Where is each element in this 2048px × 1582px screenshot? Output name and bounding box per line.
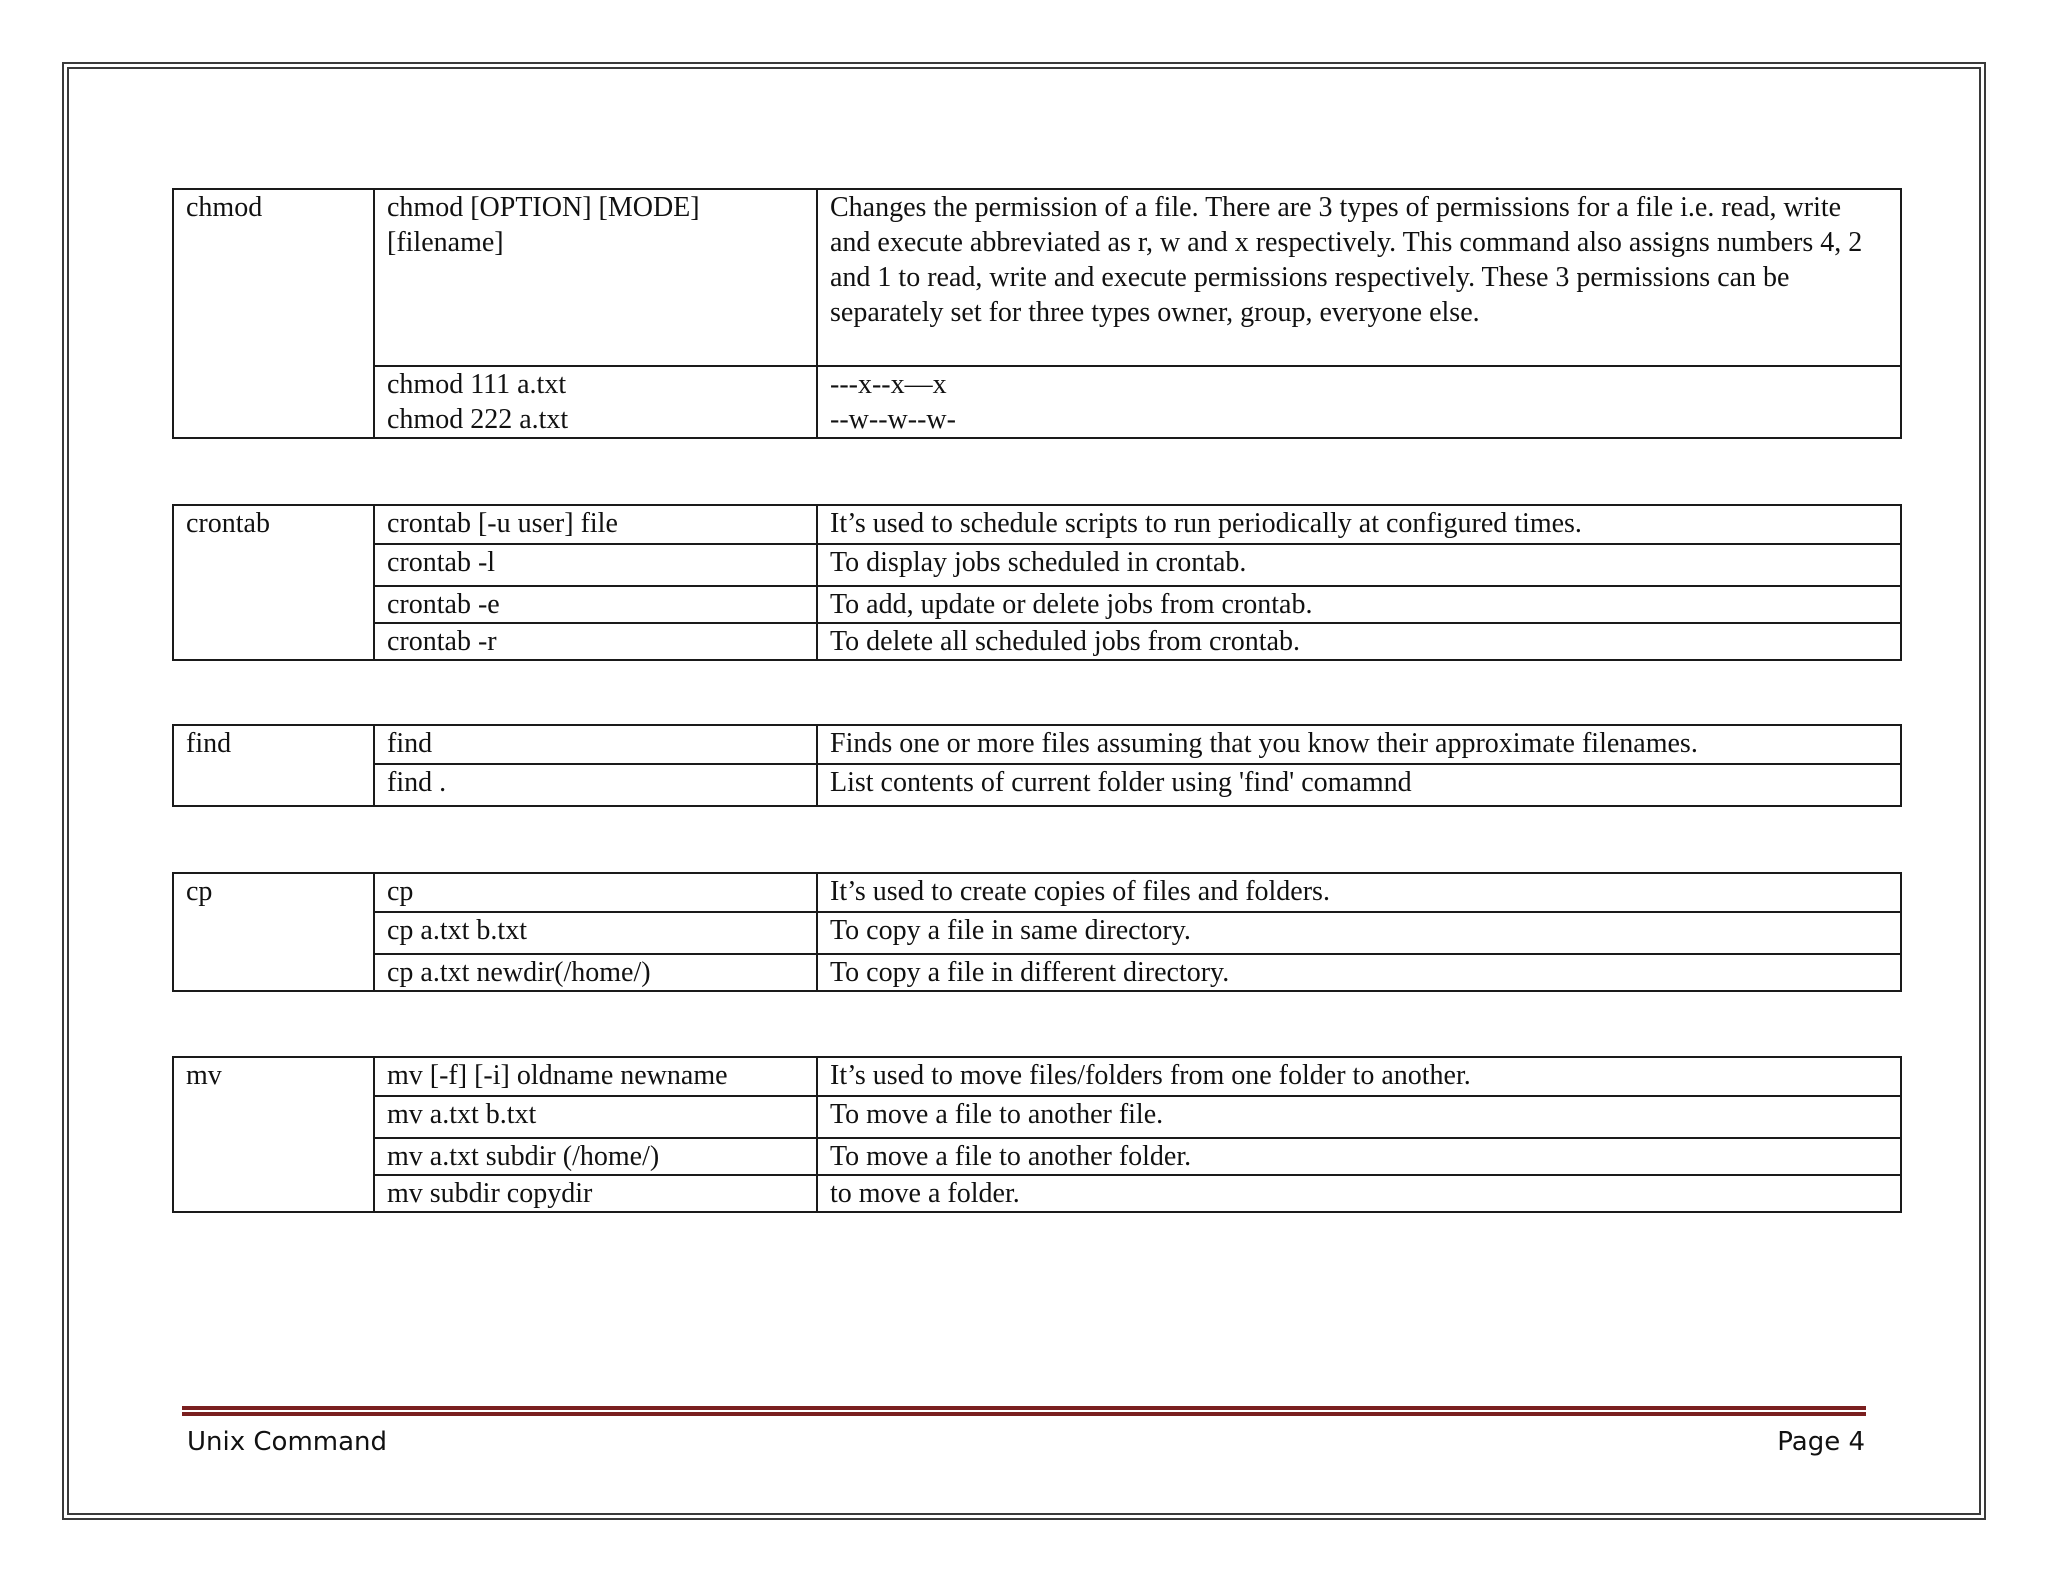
usage-cell: mv subdir copydir <box>374 1175 817 1212</box>
description-cell: ---x--x—x --w--w--w- <box>817 366 1901 438</box>
usage-cell: cp <box>374 873 817 912</box>
usage-cell: mv [-f] [-i] oldname newname <box>374 1057 817 1096</box>
description-cell: To delete all scheduled jobs from crontab. <box>817 623 1901 660</box>
usage-cell: mv a.txt subdir (/home/) <box>374 1138 817 1175</box>
table-row <box>173 366 1901 438</box>
description-cell: It’s used to schedule scripts to run periodically at configured times. <box>817 505 1901 544</box>
command-name-cell: mv <box>173 1057 374 1212</box>
description-cell: Changes the permission of a file. There are 3 types of permissions for a file i.e. read, write and execute abbreviated as r, w and x respectively. This command also assigns numbers 4, 2 and 1 to read, write and execute permissions respectively. These 3 permissions can be separately set for three types owner, group, everyone else. <box>817 189 1901 366</box>
command-name-cell: cp <box>173 873 374 991</box>
usage-cell: chmod [OPTION] [MODE] [filename] <box>374 189 817 366</box>
footer-title: Unix Command <box>187 1427 388 1457</box>
usage-cell: find . <box>374 764 817 806</box>
table-row <box>173 623 1901 660</box>
usage-cell: find <box>374 725 817 764</box>
description-cell: To add, update or delete jobs from crontab. <box>817 586 1901 623</box>
table-row <box>173 1138 1901 1175</box>
description-cell: Finds one or more files assuming that you know their approximate filenames. <box>817 725 1901 764</box>
command-name-cell: chmod <box>173 189 374 438</box>
chmod-table <box>172 188 1902 439</box>
table-row <box>173 1057 1901 1096</box>
find-table <box>172 724 1902 807</box>
description-cell: It’s used to move files/folders from one folder to another. <box>817 1057 1901 1096</box>
usage-cell: crontab -l <box>374 544 817 586</box>
usage-cell: chmod 111 a.txt chmod 222 a.txt <box>374 366 817 438</box>
usage-cell: crontab -e <box>374 586 817 623</box>
table-row <box>173 189 1901 366</box>
table-row <box>173 1096 1901 1138</box>
usage-cell: crontab [-u user] file <box>374 505 817 544</box>
table-row <box>173 912 1901 954</box>
table-row <box>173 1175 1901 1212</box>
command-name-cell: find <box>173 725 374 806</box>
table-row <box>173 873 1901 912</box>
description-cell: To move a file to another file. <box>817 1096 1901 1138</box>
table-row <box>173 764 1901 806</box>
table-row <box>173 586 1901 623</box>
table-row <box>173 725 1901 764</box>
crontab-table <box>172 504 1902 661</box>
description-cell: To move a file to another folder. <box>817 1138 1901 1175</box>
usage-cell: cp a.txt newdir(/home/) <box>374 954 817 991</box>
mv-table <box>172 1056 1902 1213</box>
table-row <box>173 954 1901 991</box>
description-cell: List contents of current folder using 'find' comamnd <box>817 764 1901 806</box>
command-name-cell: crontab <box>173 505 374 660</box>
table-row <box>173 505 1901 544</box>
footer-rule <box>182 1406 1866 1416</box>
page-number: Page 4 <box>1777 1427 1865 1457</box>
usage-cell: cp a.txt b.txt <box>374 912 817 954</box>
description-cell: To copy a file in different directory. <box>817 954 1901 991</box>
description-cell: to move a folder. <box>817 1175 1901 1212</box>
table-row <box>173 544 1901 586</box>
usage-cell: mv a.txt b.txt <box>374 1096 817 1138</box>
usage-cell: crontab -r <box>374 623 817 660</box>
description-cell: To display jobs scheduled in crontab. <box>817 544 1901 586</box>
description-cell: It’s used to create copies of files and folders. <box>817 873 1901 912</box>
cp-table <box>172 872 1902 992</box>
description-cell: To copy a file in same directory. <box>817 912 1901 954</box>
